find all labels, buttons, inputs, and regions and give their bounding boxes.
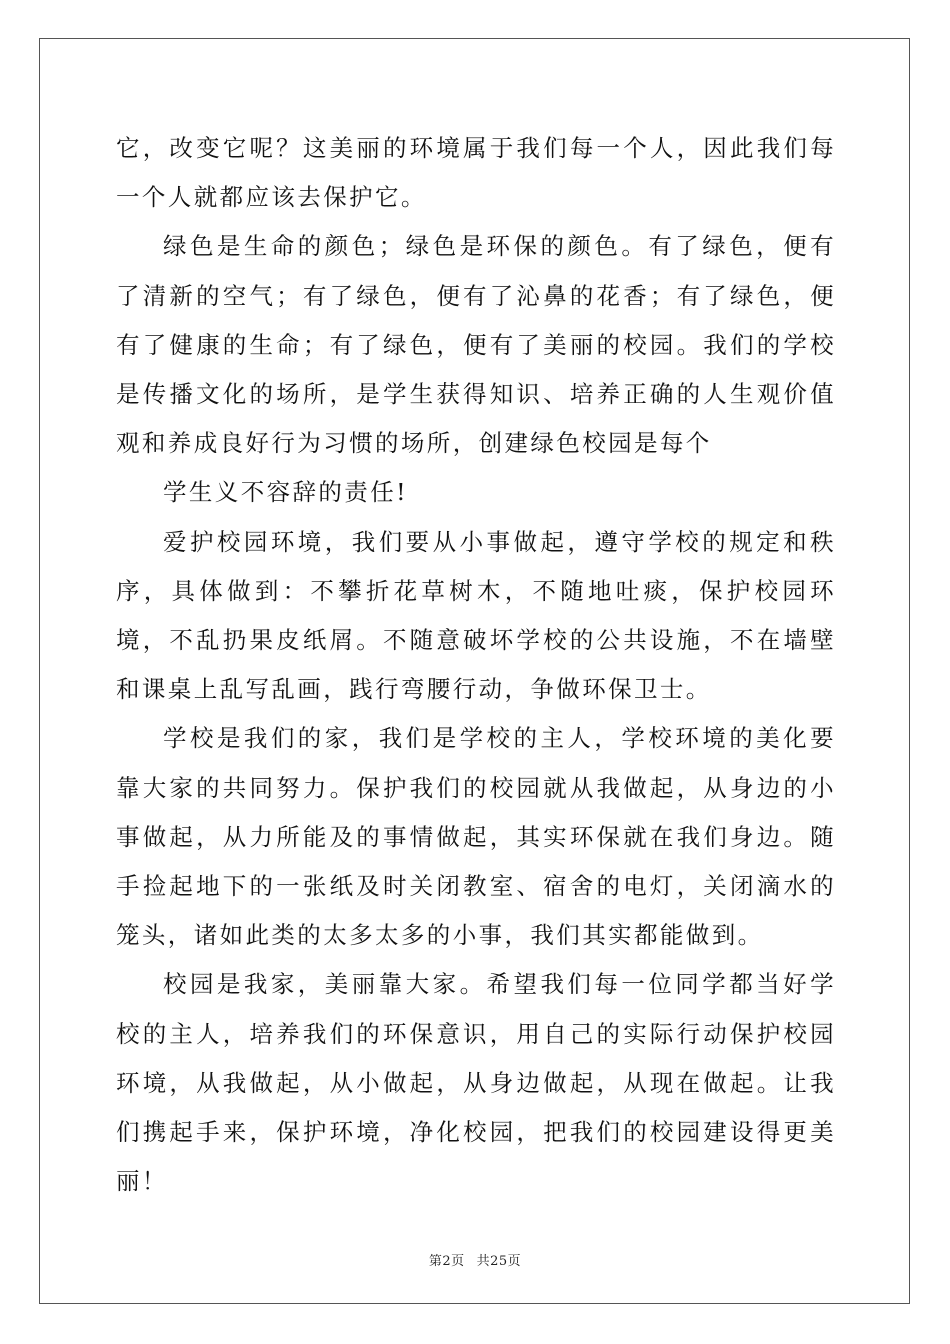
- page-total: 共25页: [476, 1254, 522, 1269]
- page-footer: [0, 1250, 950, 1269]
- paragraph-continuation: 它，改变它呢？这美丽的环境属于我们每一个人，因此我们每一个人就都应该去保护它。: [116, 134, 836, 212]
- document-body: [116, 124, 836, 1206]
- paragraph-green-campus: 绿色是生命的颜色；绿色是环保的颜色。有了绿色，便有了清新的空气；有了绿色，便有了沁鼻的花香；有了绿色，便有了健康的生命；有了绿色，便有了美丽的校园。我们的学校是传播文化的场所，是学生获得知识、培养正确的人生观价值观和养成良好行为习惯的场所，创建绿色校园是每个: [116, 232, 836, 458]
- paragraph-responsibility: 学生义不容辞的责任!: [163, 478, 408, 507]
- paragraph-call-to-action: 校园是我家，美丽靠大家。希望我们每一位同学都当好学校的主人，培养我们的环保意识，用自己的实际行动保护校园环境，从我做起，从小做起，从身边做起，从现在做起。让我们携起手来，保护环境，净化校园，把我们的校园建设得更美丽！: [116, 970, 836, 1196]
- paragraph-protect-environment: 爱护校园环境，我们要从小事做起，遵守学校的规定和秩序，具体做到：不攀折花草树木，不随地吐痰，保护校园环境，不乱扔果皮纸屑。不随意破坏学校的公共设施，不在墙壁和课桌上乱写乱画，践行弯腰行动，争做环保卫士。: [116, 527, 836, 704]
- page-number: 第2页: [428, 1254, 465, 1269]
- paragraph-school-home: 学校是我们的家，我们是学校的主人，学校环境的美化要靠大家的共同努力。保护我们的校园就从我做起，从身边的小事做起，从力所能及的事情做起，其实环保就在我们身边。随手捡起地下的一张纸及时关闭教室、宿舍的电灯，关闭滴水的笼头，诸如此类的太多太多的小事，我们其实都能做到。: [116, 724, 836, 950]
